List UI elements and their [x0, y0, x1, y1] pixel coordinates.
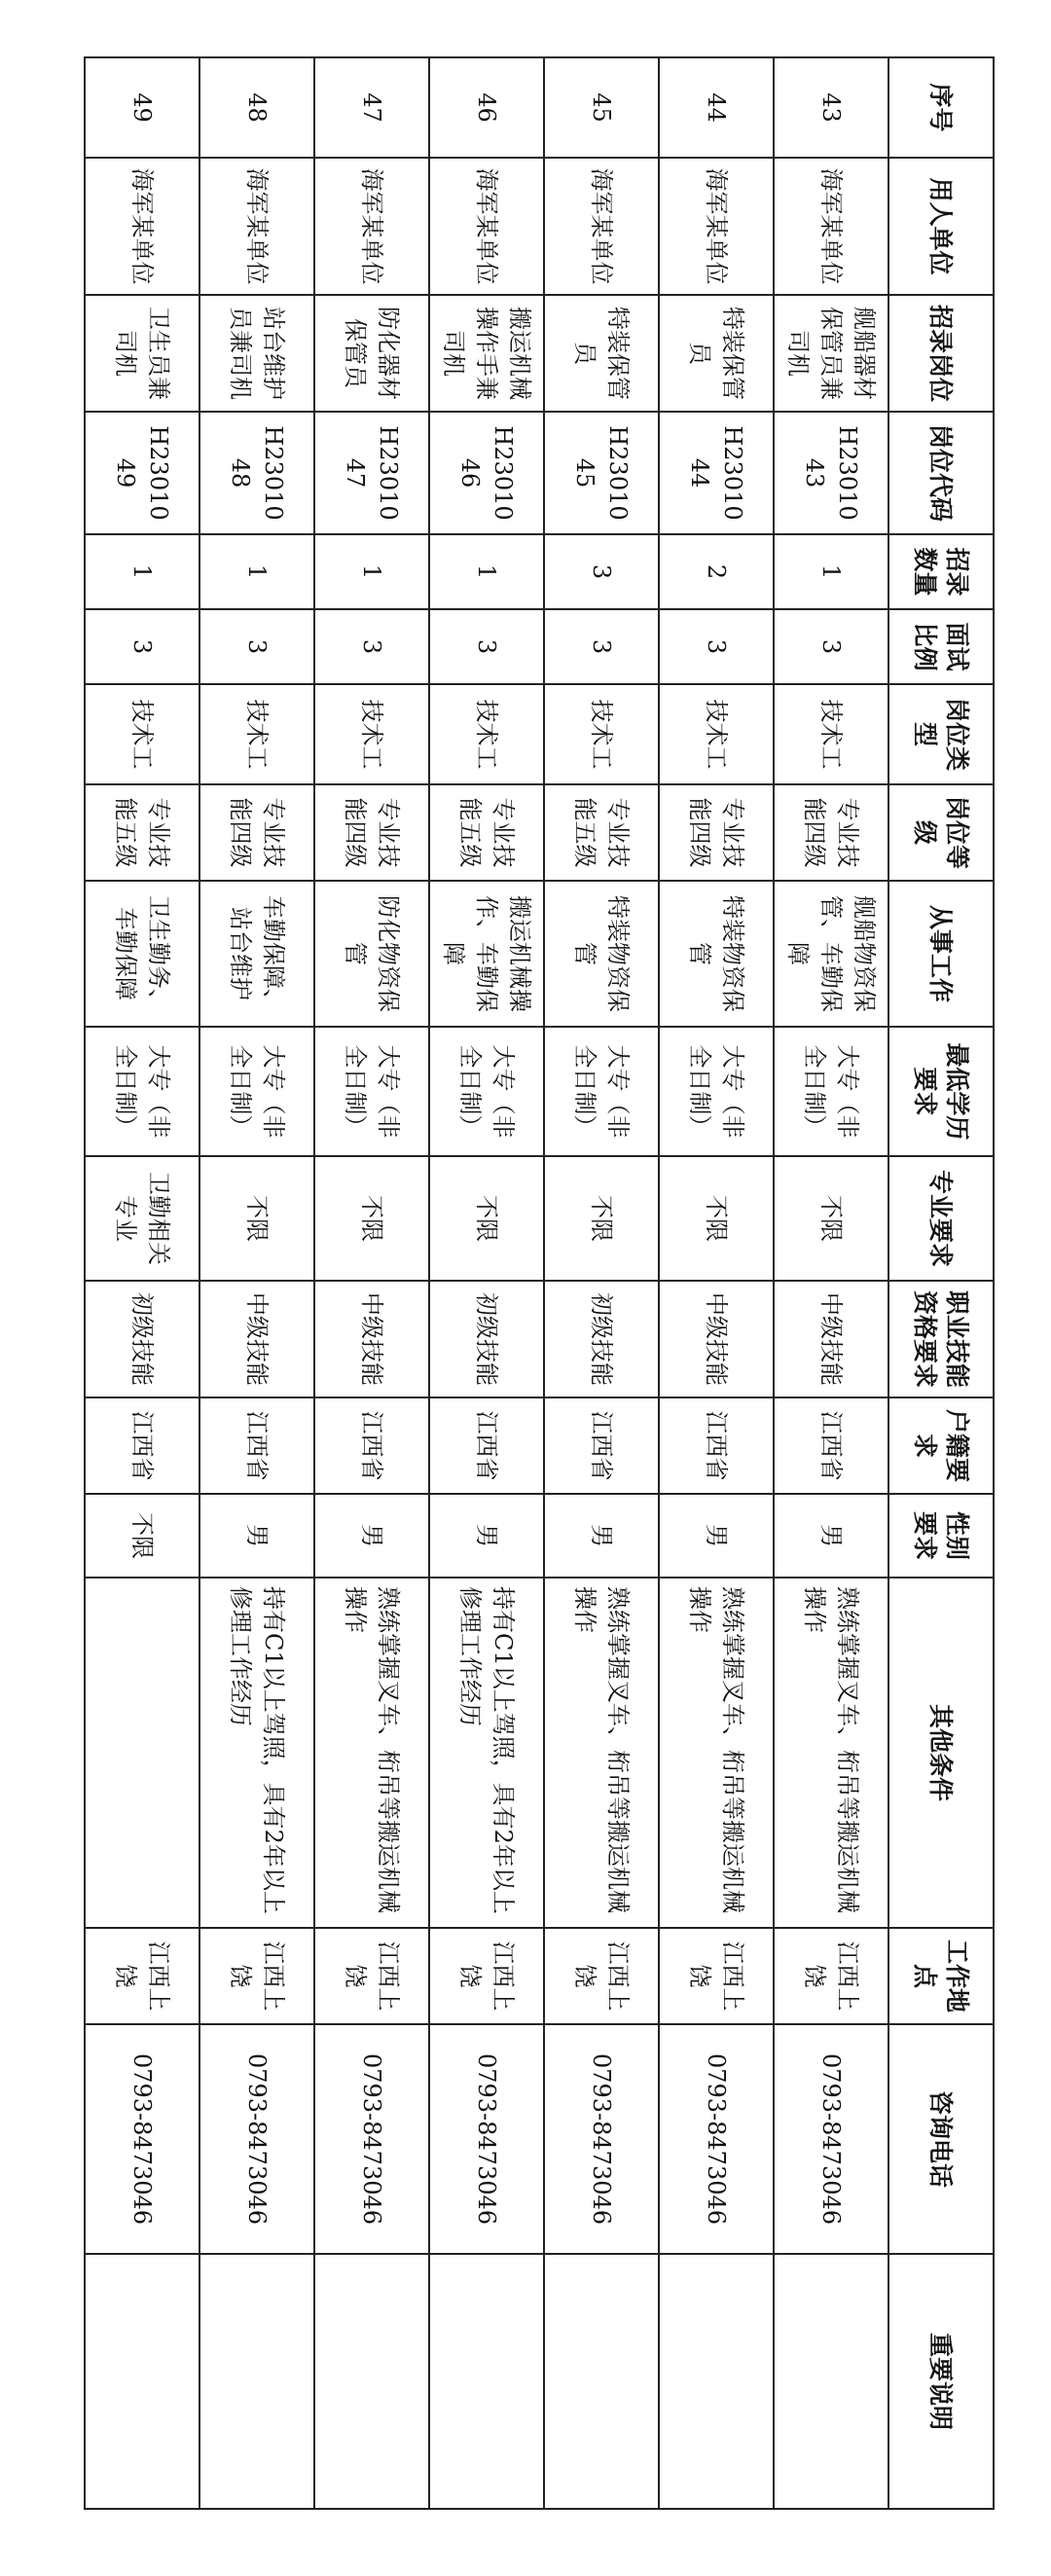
cell-unit: 海军某单位: [774, 158, 888, 295]
cell-type: 技术工: [429, 684, 544, 784]
cell-count: 1: [774, 534, 888, 609]
cell-level: 专业技能四级: [659, 784, 774, 881]
cell-major: 不限: [774, 1156, 888, 1281]
cell-major: 不限: [544, 1156, 659, 1281]
cell-phone: 0793-8473046: [544, 2024, 659, 2254]
table-row: [659, 57, 774, 2509]
cell-seq: 48: [199, 57, 314, 158]
cell-gender: 男: [774, 1494, 888, 1578]
cell-seq: 47: [314, 57, 429, 158]
cell-other: 熟练掌握叉车、桁吊等搬运机械操作: [544, 1578, 659, 1928]
header-major: 专业要求: [888, 1156, 994, 1281]
table-row: [544, 57, 659, 2509]
cell-seq: 44: [659, 57, 774, 158]
cell-gender: 男: [429, 1494, 544, 1578]
cell-count: 1: [85, 534, 199, 609]
cell-level: 专业技能五级: [85, 784, 199, 881]
cell-count: 3: [544, 534, 659, 609]
header-level: 岗位等级: [888, 784, 994, 881]
cell-phone: 0793-8473046: [429, 2024, 544, 2254]
cell-position: 站台维护员兼司机: [199, 295, 314, 412]
cell-phone: 0793-8473046: [85, 2024, 199, 2254]
recruitment-table: [84, 56, 995, 2510]
cell-other: 熟练掌握叉车、桁吊等搬运机械操作: [659, 1578, 774, 1928]
cell-position: 防化器材保管员: [314, 295, 429, 412]
cell-phone: 0793-8473046: [659, 2024, 774, 2254]
header-ratio: 面试比例: [888, 609, 994, 684]
cell-seq: 46: [429, 57, 544, 158]
cell-ratio: 3: [429, 609, 544, 684]
cell-count: 2: [659, 534, 774, 609]
header-code: 岗位代码: [888, 412, 994, 534]
cell-work: 舰船物资保管、车勤保障: [774, 881, 888, 1027]
cell-hukou: 江西省: [429, 1397, 544, 1494]
cell-ratio: 3: [544, 609, 659, 684]
cell-other: 熟练掌握叉车、桁吊等搬运机械操作: [774, 1578, 888, 1928]
cell-unit: 海军某单位: [85, 158, 199, 295]
cell-work: 特装物资保管: [659, 881, 774, 1027]
cell-other: 熟练掌握叉车、桁吊等搬运机械操作: [314, 1578, 429, 1928]
cell-level: 专业技能四级: [774, 784, 888, 881]
cell-education: 大专（非全日制）: [544, 1027, 659, 1156]
cell-note: [774, 2254, 888, 2509]
cell-location: 江西上饶: [85, 1928, 199, 2024]
cell-code: H2301048: [199, 412, 314, 534]
header-note: 重要说明: [888, 2254, 994, 2509]
header-skill: 职业技能资格要求: [888, 1281, 994, 1397]
cell-location: 江西上饶: [659, 1928, 774, 2024]
header-row: [888, 57, 994, 2509]
cell-skill: 中级技能: [659, 1281, 774, 1397]
cell-seq: 45: [544, 57, 659, 158]
cell-other: 持有C1以上驾照，具有2年以上修理工作经历: [429, 1578, 544, 1928]
cell-code: H2301044: [659, 412, 774, 534]
cell-work: 搬运机械操作、车勤保障: [429, 881, 544, 1027]
cell-work: 卫生勤务、车勤保障: [85, 881, 199, 1027]
cell-education: 大专（非全日制）: [199, 1027, 314, 1156]
cell-education: 大专（非全日制）: [429, 1027, 544, 1156]
cell-count: 1: [429, 534, 544, 609]
cell-location: 江西上饶: [774, 1928, 888, 2024]
cell-major: 不限: [659, 1156, 774, 1281]
cell-skill: 中级技能: [774, 1281, 888, 1397]
table-row: [85, 57, 199, 2509]
cell-count: 1: [199, 534, 314, 609]
table-row: [314, 57, 429, 2509]
table-row: [199, 57, 314, 2509]
cell-other: 持有C1以上驾照，具有2年以上修理工作经历: [199, 1578, 314, 1928]
cell-unit: 海军某单位: [429, 158, 544, 295]
cell-type: 技术工: [659, 684, 774, 784]
cell-gender: 男: [544, 1494, 659, 1578]
header-position: 招录岗位: [888, 295, 994, 412]
cell-work: 车勤保障、站台维护: [199, 881, 314, 1027]
cell-gender: 男: [314, 1494, 429, 1578]
table-row: [429, 57, 544, 2509]
cell-education: 大专（非全日制）: [85, 1027, 199, 1156]
header-type: 岗位类型: [888, 684, 994, 784]
cell-major: 不限: [429, 1156, 544, 1281]
cell-hukou: 江西省: [774, 1397, 888, 1494]
cell-gender: 男: [199, 1494, 314, 1578]
cell-gender: 男: [659, 1494, 774, 1578]
cell-other: [85, 1578, 199, 1928]
cell-hukou: 江西省: [544, 1397, 659, 1494]
cell-level: 专业技能四级: [199, 784, 314, 881]
cell-code: H2301047: [314, 412, 429, 534]
header-education: 最低学历要求: [888, 1027, 994, 1156]
cell-location: 江西上饶: [429, 1928, 544, 2024]
cell-count: 1: [314, 534, 429, 609]
cell-type: 技术工: [544, 684, 659, 784]
cell-major: 不限: [314, 1156, 429, 1281]
cell-work: 防化物资保管: [314, 881, 429, 1027]
cell-phone: 0793-8473046: [199, 2024, 314, 2254]
cell-unit: 海军某单位: [199, 158, 314, 295]
cell-code: H2301049: [85, 412, 199, 534]
cell-note: [544, 2254, 659, 2509]
cell-gender: 不限: [85, 1494, 199, 1578]
header-work: 从事工作: [888, 881, 994, 1027]
cell-ratio: 3: [85, 609, 199, 684]
cell-position: 舰船器材保管员兼司机: [774, 295, 888, 412]
cell-position: 特装保管员: [544, 295, 659, 412]
cell-code: H2301045: [544, 412, 659, 534]
cell-type: 技术工: [85, 684, 199, 784]
cell-position: 卫生员兼司机: [85, 295, 199, 412]
cell-note: [314, 2254, 429, 2509]
cell-skill: 初级技能: [544, 1281, 659, 1397]
cell-level: 专业技能五级: [429, 784, 544, 881]
cell-position: 特装保管员: [659, 295, 774, 412]
cell-unit: 海军某单位: [314, 158, 429, 295]
header-other: 其他条件: [888, 1578, 994, 1928]
table-row: [774, 57, 888, 2509]
cell-skill: 中级技能: [199, 1281, 314, 1397]
header-location: 工作地点: [888, 1928, 994, 2024]
cell-hukou: 江西省: [314, 1397, 429, 1494]
cell-level: 专业技能四级: [314, 784, 429, 881]
cell-major: 卫勤相关专业: [85, 1156, 199, 1281]
header-hukou: 户籍要求: [888, 1397, 994, 1494]
cell-code: H2301043: [774, 412, 888, 534]
header-count: 招录数量: [888, 534, 994, 609]
cell-education: 大专（非全日制）: [774, 1027, 888, 1156]
cell-hukou: 江西省: [659, 1397, 774, 1494]
cell-note: [659, 2254, 774, 2509]
cell-work: 特装物资保管: [544, 881, 659, 1027]
cell-type: 技术工: [199, 684, 314, 784]
cell-phone: 0793-8473046: [314, 2024, 429, 2254]
cell-type: 技术工: [314, 684, 429, 784]
cell-note: [429, 2254, 544, 2509]
header-unit: 用人单位: [888, 158, 994, 295]
cell-type: 技术工: [774, 684, 888, 784]
cell-unit: 海军某单位: [544, 158, 659, 295]
cell-ratio: 3: [774, 609, 888, 684]
cell-major: 不限: [199, 1156, 314, 1281]
cell-level: 专业技能五级: [544, 784, 659, 881]
cell-note: [85, 2254, 199, 2509]
cell-skill: 初级技能: [429, 1281, 544, 1397]
cell-ratio: 3: [659, 609, 774, 684]
cell-seq: 43: [774, 57, 888, 158]
cell-skill: 初级技能: [85, 1281, 199, 1397]
cell-hukou: 江西省: [85, 1397, 199, 1494]
cell-education: 大专（非全日制）: [314, 1027, 429, 1156]
cell-skill: 中级技能: [314, 1281, 429, 1397]
cell-location: 江西上饶: [314, 1928, 429, 2024]
header-gender: 性别要求: [888, 1494, 994, 1578]
header-seq: 序号: [888, 57, 994, 158]
cell-location: 江西上饶: [544, 1928, 659, 2024]
cell-education: 大专（非全日制）: [659, 1027, 774, 1156]
header-phone: 咨询电话: [888, 2024, 994, 2254]
cell-note: [199, 2254, 314, 2509]
cell-seq: 49: [85, 57, 199, 158]
cell-ratio: 3: [314, 609, 429, 684]
cell-location: 江西上饶: [199, 1928, 314, 2024]
cell-phone: 0793-8473046: [774, 2024, 888, 2254]
cell-unit: 海军某单位: [659, 158, 774, 295]
cell-ratio: 3: [199, 609, 314, 684]
cell-hukou: 江西省: [199, 1397, 314, 1494]
cell-code: H2301046: [429, 412, 544, 534]
cell-position: 搬运机械操作手兼司机: [429, 295, 544, 412]
